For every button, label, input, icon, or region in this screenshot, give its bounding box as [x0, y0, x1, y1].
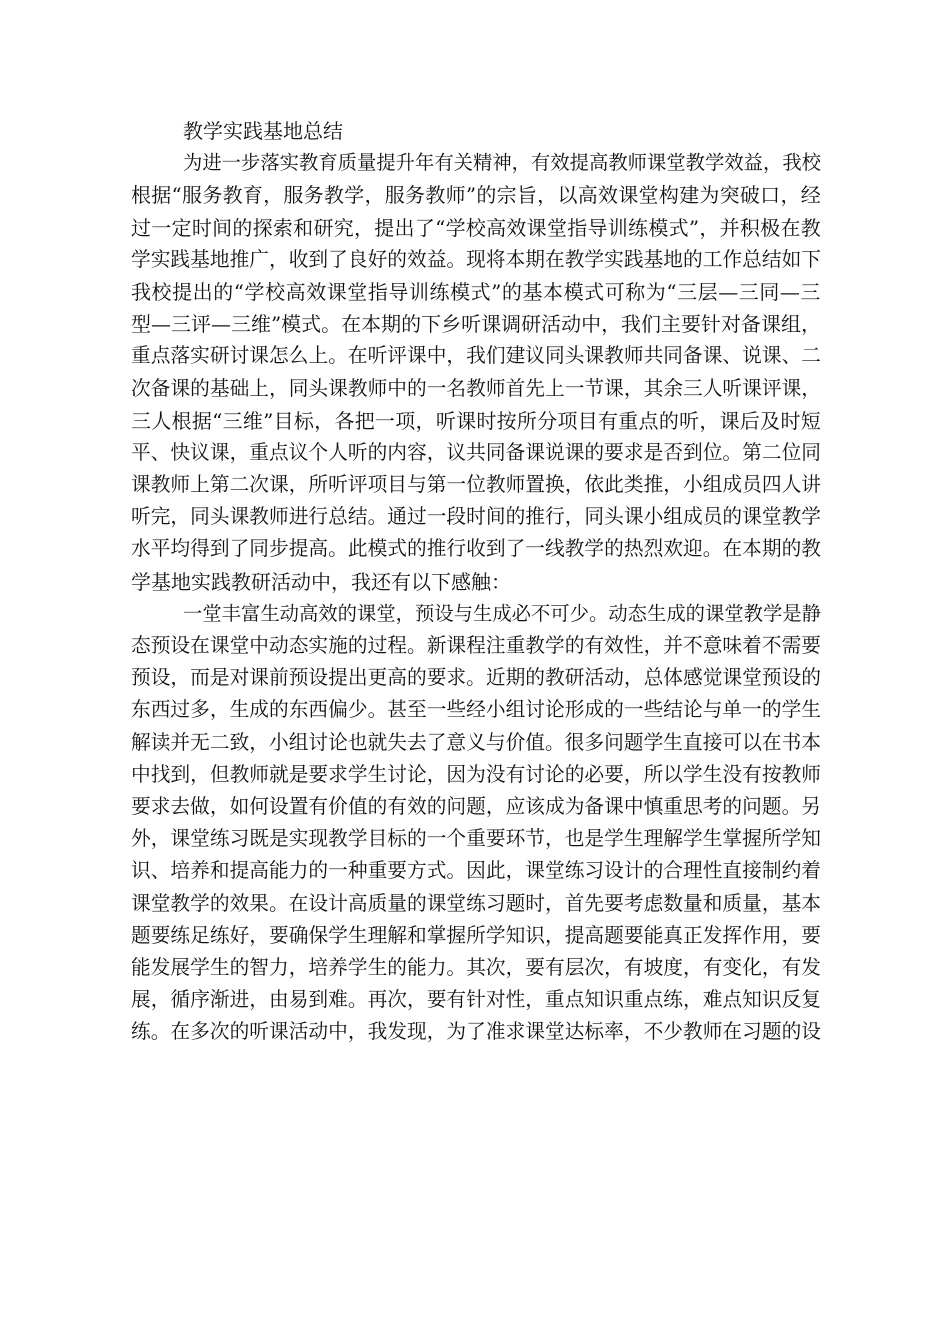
paragraph-line: 过一定时间的探索和研究，提出了“学校高效课堂指导训练模式”，并积极在教 — [131, 215, 821, 240]
paragraph-line: 东西过多，生成的东西偏少。甚至一些经小组讨论形成的一些结论与单一的学生 — [131, 698, 821, 722]
paragraph-line: 平、快议课，重点议个人听的内容，议共同备课说课的要求是否到位。第二位同 — [131, 440, 821, 464]
paragraph-line: 学基地实践教研活动中，我还有以下感触： — [131, 569, 511, 594]
paragraph-line: 型—三评—三维”模式。在本期的下乡听课调研活动中，我们主要针对备课组， — [131, 312, 821, 337]
paragraph-line: 题要练足练好，要确保学生理解和掌握所学知识，提高题要能真正发挥作用，要 — [131, 923, 821, 947]
paragraph-line: 解读并无二致，小组讨论也就失去了意义与价值。很多问题学生直接可以在书本 — [131, 730, 821, 754]
paragraph-line: 练。在多次的听课活动中，我发现，为了准求课堂达标率，不少教师在习题的设 — [131, 1020, 821, 1044]
paragraph-line: 外，课堂练习既是实现教学目标的一个重要环节，也是学生理解学生掌握所学知 — [131, 827, 821, 851]
paragraph-line: 识、培养和提高能力的一种重要方式。因此，课堂练习设计的合理性直接制约着 — [131, 859, 821, 883]
paragraph-line: 展，循序渐进，由易到难。再次，要有针对性，重点知识重点练，难点知识反复 — [131, 988, 821, 1012]
paragraph-line: 能发展学生的智力，培养学生的能力。其次，要有层次，有坡度，有变化，有发 — [131, 955, 821, 979]
paragraph-line: 课教师上第二次课，所听评项目与第一位教师置换，依此类推，小组成员四人讲 — [131, 473, 821, 497]
paragraph-line: 一堂丰富生动高效的课堂，预设与生成必不可少。动态生成的课堂教学是静 — [183, 601, 821, 625]
paragraph-line: 听完，同头课教师进行总结。通过一段时间的推行，同头课小组成员的课堂教学 — [131, 505, 821, 529]
paragraph-line: 态预设在课堂中动态实施的过程。新课程注重教学的有效性，并不意味着不需要 — [131, 634, 821, 657]
document-title: 教学实践基地总结 — [183, 119, 343, 143]
paragraph-line: 课堂教学的效果。在设计高质量的课堂练习题时，首先要考虑数量和质量，基本 — [131, 891, 821, 915]
paragraph-line: 根据“服务教育，服务教学，服务教师”的宗旨，以高效课堂构建为突破口，经 — [131, 183, 821, 208]
paragraph-line: 水平均得到了同步提高。此模式的推行收到了一线教学的热烈欢迎。在本期的教 — [131, 537, 821, 561]
paragraph-line: 次备课的基础上，同头课教师中的一名教师首先上一节课，其余三人听课评课， — [131, 376, 821, 400]
paragraph-line: 三人根据“三维”目标，各把一项，听课时按所分项目有重点的听，课后及时短 — [131, 408, 821, 433]
paragraph-line: 要求去做，如何设置有价值的有效的问题，应该成为备课中慎重思考的问题。另 — [131, 794, 821, 818]
paragraph-line: 预设，而是对课前预设提出更高的要求。近期的教研活动，总体感觉课堂预设的 — [131, 666, 821, 690]
paragraph-line: 中找到，但教师就是要求学生讨论，因为没有讨论的必要，所以学生没有按教师 — [131, 762, 821, 786]
paragraph-line: 重点落实研讨课怎么上。在听评课中，我们建议同头课教师共同备课、说课、二 — [131, 344, 821, 368]
document-body — [131, 115, 821, 1048]
paragraph-line: 学实践基地推广，收到了良好的效益。现将本期在教学实践基地的工作总结如下 — [131, 247, 821, 271]
paragraph-line: 我校提出的“学校高效课堂指导训练模式”的基本模式可称为“三层—三同—三 — [131, 279, 821, 304]
paragraph-line: 为进一步落实教育质量提升年有关精神，有效提高教师课堂教学效益，我校 — [183, 151, 821, 175]
